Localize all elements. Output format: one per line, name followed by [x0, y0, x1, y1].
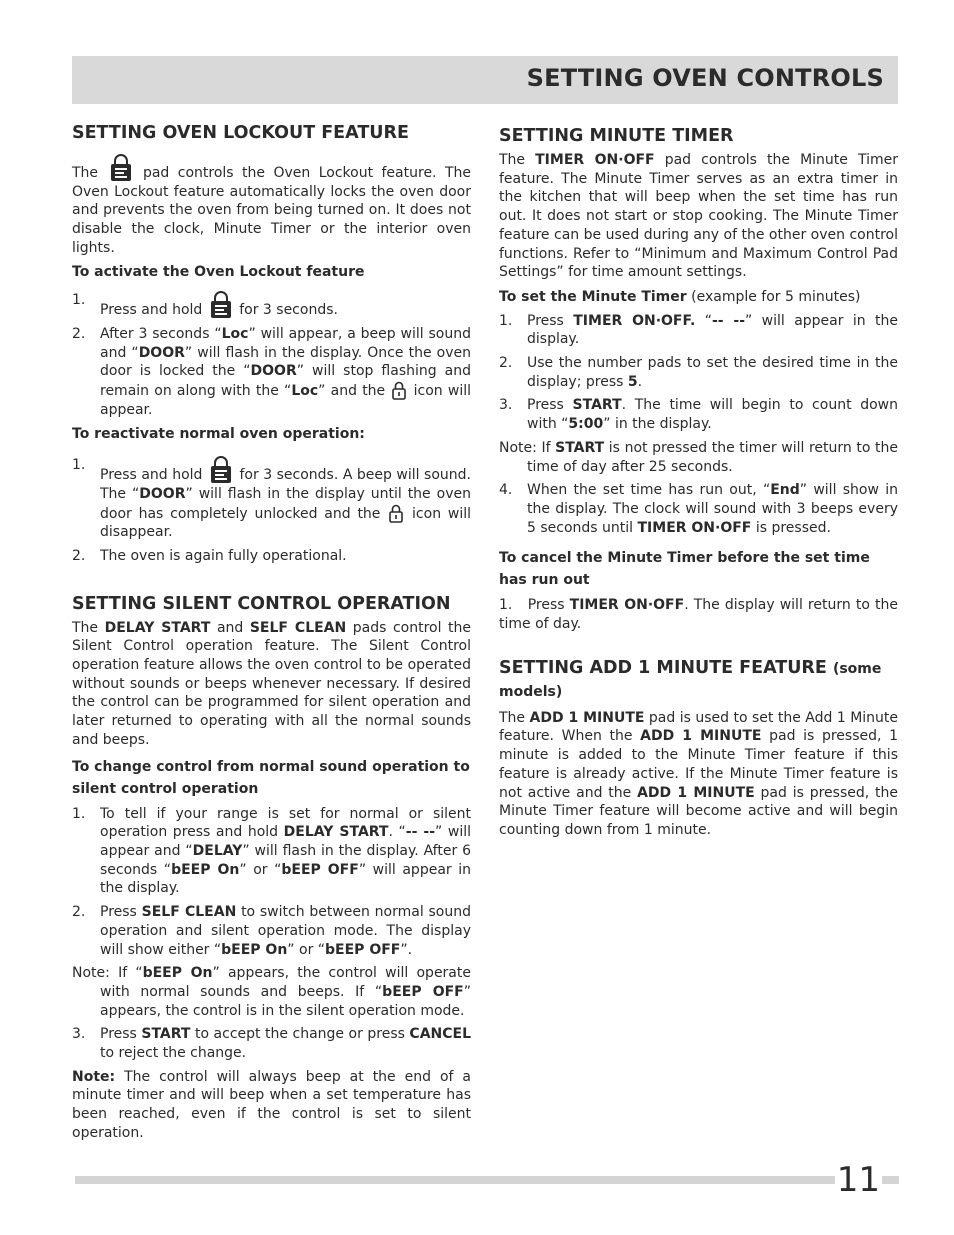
cancel-subheading: To cancel the Minute Timer before the set time has run out	[499, 550, 870, 589]
lockout-heading: SETTING OVEN LOCKOUT FEATURE	[72, 123, 409, 143]
add-minute-paragraph: The ADD 1 MINUTE pad is used to set the Add 1 Minute feature. When the ADD 1 MINUTE pad is pressed, 1 minute is added to the Minute Timer feature if this feature is already active. If the Minute Timer feature is not active and the ADD 1 MINUTE pad is pressed, the Minute Timer feature will become active and will begin counting down from 1 minute.	[499, 709, 899, 838]
list-item: 2. The oven is again fully operational.	[72, 547, 347, 564]
page-number: 11	[836, 1160, 880, 1200]
lock-pad-icon	[209, 291, 233, 319]
lock-pad-icon	[109, 154, 133, 182]
left-column	[72, 122, 471, 1148]
timer-note: Note: If START is not pressed the timer will return to the time of day after 25 seconds.	[499, 439, 898, 475]
list-item: 1. To tell if your range is set for normal or silent operation press and hold DELAY START. “-- --” will appear and “DELAY” will flash in the display. After 6 seconds “bEEP On” or “bEEP OFF” will appear in the display.	[72, 805, 471, 897]
list-item: 1. Press TIMER ON·OFF. The display will return to the time of day.	[499, 597, 898, 633]
silent-intro: The DELAY START and SELF CLEAN pads control the Silent Control operation feature. The Silent Control operation feature allows the oven control to be operated without sounds or beeps whenever necessary. If desired the control can be programmed for silent operation and later returned to operating with all the normal sounds and beeps.	[72, 619, 472, 748]
change-subheading: To change control from normal sound operation to silent control operation	[72, 758, 470, 797]
list-item: 2. Press SELF CLEAN to switch between normal sound operation and silent operation mode. The display will show either “bEEP On” or “bEEP OFF”.	[72, 904, 471, 958]
timer-heading: SETTING MINUTE TIMER	[499, 126, 734, 146]
header-bar	[72, 56, 898, 104]
list-item: 1. Press and hold for 3 seconds. A beep will sound. The “DOOR” will flash in the display until the oven door has completely unlocked and the icon will disappear.	[72, 457, 471, 541]
lock-icon	[389, 504, 403, 523]
silent-heading: SETTING SILENT CONTROL OPERATION	[72, 593, 451, 614]
list-item: 3. Press START to accept the change or press CANCEL to reject the change.	[72, 1026, 472, 1062]
right-column	[499, 122, 898, 845]
footer-bar	[75, 1176, 899, 1184]
silent-note: Note: If “bEEP On” appears, the control will operate with normal sounds and beeps. If “bEEP OFF” appears, the control is in the silent operation mode.	[72, 965, 472, 1019]
list-item: 1. Press and hold for 3 seconds.	[72, 292, 338, 319]
activate-subheading: To activate the Oven Lockout feature	[72, 263, 365, 280]
lockout-intro: The pad controls the Oven Lockout feature. The Oven Lockout feature automatically locks the oven door and prevents the oven from being turned on. It does not disable the clock, Minute Timer or the interior oven lights.	[72, 154, 471, 258]
list-item: 1. Press TIMER ON·OFF. “-- --” will appear in the display.	[499, 312, 899, 348]
reactivate-subheading: To reactivate normal oven operation:	[72, 426, 365, 443]
list-item: 2. After 3 seconds “Loc” will appear, a beep will sound and “DOOR” will flash in the display. Once the oven door is locked the “DOOR” will stop flashing and remain on along with the “Loc” and the icon will appear.	[72, 325, 472, 418]
add-minute-heading: SETTING ADD 1 MINUTE FEATURE (some models)	[499, 657, 882, 700]
lock-icon	[392, 381, 406, 400]
timer-set-title: To set the Minute Timer (example for 5 minutes)	[499, 288, 861, 305]
list-item: 2. Use the number pads to set the desired time in the display; press 5.	[499, 355, 898, 390]
list-item: 3. Press START. The time will begin to count down with “5:00” in the display.	[499, 397, 898, 433]
lock-pad-icon	[209, 456, 233, 484]
page-title: SETTING OVEN CONTROLS	[526, 64, 884, 92]
silent-final-note: Note: The control will always beep at the end of a minute timer and will beep when a set temperature has been reached, even if the control is set to silent operation.	[72, 1068, 471, 1141]
timer-intro: The TIMER ON·OFF pad controls the Minute Timer feature. The Minute Timer serves as an extra timer in the kitchen that will beep when the set time has run out. It does not start or stop cooking. The Minute Timer feature can be used during any of the other oven control functions. Refer to “Minimum and Maximum Control Pad Settings” for time amount settings.	[499, 152, 898, 281]
list-item: 4. When the set time has run out, “End” will show in the display. The clock will sound with 3 beeps every 5 seconds until TIMER ON·OFF is pressed.	[499, 482, 899, 536]
